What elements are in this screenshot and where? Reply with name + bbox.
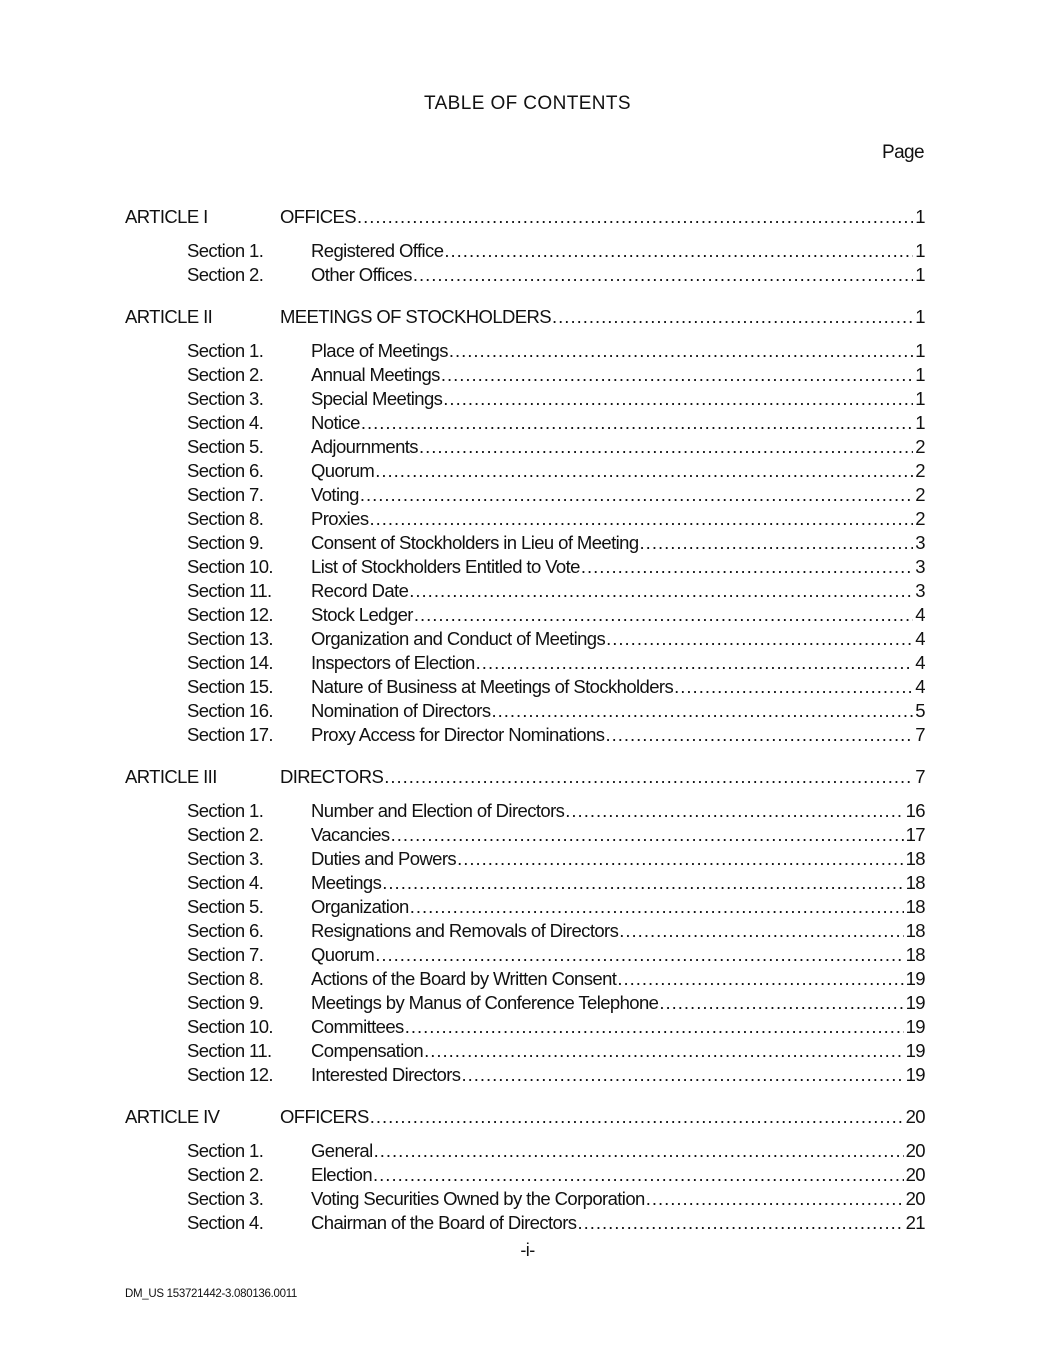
section-row-entry: [311, 871, 925, 895]
section-row-title: Resignations and Removals of Directors: [311, 920, 619, 941]
section-row-entry: [311, 603, 925, 627]
section-row-entry: [311, 507, 925, 531]
section-row-entry: [311, 1015, 925, 1039]
article-block: [0, 205, 1055, 287]
section-row-title: Proxies: [311, 508, 369, 529]
section-row: [0, 943, 1055, 967]
table-of-contents: [0, 205, 1055, 1253]
section-row-entry: [311, 895, 925, 919]
section-row-page-number: 20: [905, 1188, 925, 1209]
section-row-label: Section 1.: [187, 240, 264, 261]
section-row-entry: [311, 239, 925, 263]
section-row-page-number: 19: [905, 1040, 925, 1061]
section-row-entry: [311, 919, 925, 943]
dot-leader: [617, 967, 903, 991]
section-row-label: Section 1.: [187, 1140, 264, 1161]
section-row: [0, 723, 1055, 747]
section-row-page-number: 1: [915, 412, 925, 433]
section-row-entry: [311, 823, 925, 847]
document-title: TABLE OF CONTENTS: [423, 93, 632, 114]
dot-leader: [646, 1187, 904, 1211]
section-row-label: Section 17.: [187, 724, 273, 745]
section-row: [0, 919, 1055, 943]
section-row-entry: [311, 847, 925, 871]
section-row: [0, 239, 1055, 263]
section-row-title: Notice: [311, 412, 360, 433]
article-row-entry: [280, 205, 925, 229]
section-row-label: Section 3.: [187, 1188, 264, 1209]
section-row-entry: [311, 1063, 925, 1087]
dot-leader: [361, 411, 913, 435]
section-row-title: Consent of Stockholders in Lieu of Meeting: [311, 532, 639, 553]
section-row-entry: [311, 579, 925, 603]
section-row-page-number: 1: [915, 264, 925, 285]
dot-leader: [476, 651, 914, 675]
section-row-page-number: 18: [905, 848, 925, 869]
dot-leader: [605, 723, 913, 747]
page-column-header: Page: [882, 142, 924, 163]
article-row-title: DIRECTORS: [280, 766, 384, 787]
article-row-entry: [280, 1105, 925, 1129]
article-row-page-number: 1: [915, 206, 925, 227]
section-row: [0, 627, 1055, 651]
dot-leader: [419, 435, 913, 459]
section-row-title: Vacancies: [311, 824, 390, 845]
dot-leader: [674, 675, 913, 699]
section-row-label: Section 7.: [187, 944, 264, 965]
section-row-page-number: 2: [915, 460, 925, 481]
dot-leader: [413, 263, 913, 287]
section-row: [0, 507, 1055, 531]
section-row-page-number: 19: [905, 968, 925, 989]
section-row: [0, 1063, 1055, 1087]
section-row-title: Meetings by Manus of Conference Telephone: [311, 992, 659, 1013]
section-row-page-number: 19: [905, 1016, 925, 1037]
section-row-label: Section 11.: [187, 580, 272, 601]
section-row-label: Section 1.: [187, 340, 264, 361]
section-row: [0, 363, 1055, 387]
section-row-page-number: 7: [915, 724, 925, 745]
section-row-label: Section 14.: [187, 652, 273, 673]
section-row-page-number: 17: [905, 824, 925, 845]
section-row-title: Duties and Powers: [311, 848, 457, 869]
section-row: [0, 799, 1055, 823]
section-row-title: Organization and Conduct of Meetings: [311, 628, 606, 649]
section-row-title: Nature of Business at Meetings of Stockholders: [311, 676, 674, 697]
article-row-label: ARTICLE I: [125, 206, 208, 227]
section-row: [0, 387, 1055, 411]
section-row-label: Section 5.: [187, 436, 264, 457]
document-id: DM_US 153721442-3.080136.0011: [125, 1288, 298, 1300]
section-row: [0, 1015, 1055, 1039]
section-row-label: Section 6.: [187, 460, 264, 481]
article-row: [0, 205, 1055, 229]
section-row-label: Section 8.: [187, 968, 264, 989]
article-row-label: ARTICLE IV: [125, 1106, 220, 1127]
dot-leader: [409, 579, 913, 603]
section-row: [0, 967, 1055, 991]
section-row-page-number: 21: [905, 1212, 925, 1233]
section-row-title: Voting Securities Owned by the Corporation: [311, 1188, 645, 1209]
section-row: [0, 675, 1055, 699]
section-row-title: Other Offices: [311, 264, 412, 285]
section-row-page-number: 20: [905, 1140, 925, 1161]
section-row-title: Number and Election of Directors: [311, 800, 565, 821]
section-row-page-number: 3: [915, 556, 925, 577]
section-row-entry: [311, 363, 925, 387]
section-row-entry: [311, 799, 925, 823]
article-row-title: OFFICES: [280, 206, 356, 227]
dot-leader: [443, 387, 913, 411]
article-row-label: ARTICLE II: [125, 306, 213, 327]
section-row-page-number: 19: [905, 992, 925, 1013]
section-row-page-number: 2: [915, 484, 925, 505]
dot-leader: [577, 1211, 903, 1235]
section-row-label: Section 15.: [187, 676, 273, 697]
dot-leader: [370, 1105, 904, 1129]
section-row-entry: [311, 675, 925, 699]
section-row: [0, 579, 1055, 603]
section-row-label: Section 6.: [187, 920, 264, 941]
section-row-label: Section 9.: [187, 992, 264, 1013]
dot-leader: [565, 799, 903, 823]
dot-leader: [424, 1039, 904, 1063]
section-row-page-number: 18: [905, 920, 925, 941]
section-row-entry: [311, 943, 925, 967]
section-row-label: Section 2.: [187, 364, 264, 385]
section-row-page-number: 4: [915, 676, 925, 697]
section-row-label: Section 10.: [187, 556, 273, 577]
dot-leader: [357, 205, 913, 229]
section-row-title: Chairman of the Board of Directors: [311, 1212, 577, 1233]
section-row: [0, 459, 1055, 483]
section-row-label: Section 12.: [187, 1064, 273, 1085]
dot-leader: [410, 895, 904, 919]
section-row-title: Organization: [311, 896, 409, 917]
section-row-entry: [311, 339, 925, 363]
section-row: [0, 435, 1055, 459]
section-row: [0, 483, 1055, 507]
section-row: [0, 1211, 1055, 1235]
dot-leader: [360, 483, 913, 507]
article-block: [0, 765, 1055, 1087]
section-row-title: Voting: [311, 484, 359, 505]
section-row-page-number: 2: [915, 436, 925, 457]
article-row-page-number: 7: [915, 766, 925, 787]
section-row-label: Section 3.: [187, 848, 264, 869]
section-row-entry: [311, 723, 925, 747]
section-row-label: Section 1.: [187, 800, 264, 821]
dot-leader: [444, 239, 913, 263]
section-row-entry: [311, 699, 925, 723]
section-row-entry: [311, 1039, 925, 1063]
section-row-label: Section 9.: [187, 532, 264, 553]
section-row-entry: [311, 991, 925, 1015]
section-row: [0, 699, 1055, 723]
section-row-page-number: 18: [905, 896, 925, 917]
section-row-title: Election: [311, 1164, 373, 1185]
section-row-page-number: 1: [915, 340, 925, 361]
article-row-title: OFFICERS: [280, 1106, 369, 1127]
section-row: [0, 823, 1055, 847]
section-row-label: Section 2.: [187, 1164, 264, 1185]
dot-leader: [384, 765, 913, 789]
dot-leader: [492, 699, 914, 723]
section-row-label: Section 7.: [187, 484, 264, 505]
section-row: [0, 895, 1055, 919]
section-row-entry: [311, 1139, 925, 1163]
section-row-title: Record Date: [311, 580, 409, 601]
section-row-label: Section 10.: [187, 1016, 273, 1037]
article-row-page-number: 1: [915, 306, 925, 327]
section-row-label: Section 3.: [187, 388, 264, 409]
dot-leader: [581, 555, 913, 579]
dot-leader: [382, 871, 903, 895]
section-row: [0, 603, 1055, 627]
section-row-title: Proxy Access for Director Nominations: [311, 724, 605, 745]
section-row: [0, 1163, 1055, 1187]
section-row-page-number: 19: [905, 1064, 925, 1085]
section-row-entry: [311, 435, 925, 459]
section-row-title: Special Meetings: [311, 388, 443, 409]
section-row-label: Section 8.: [187, 508, 264, 529]
article-row: [0, 305, 1055, 329]
section-row: [0, 339, 1055, 363]
dot-leader: [391, 823, 904, 847]
section-row-page-number: 3: [915, 580, 925, 601]
section-row-page-number: 5: [915, 700, 925, 721]
section-row-page-number: 18: [905, 872, 925, 893]
section-row-label: Section 13.: [187, 628, 273, 649]
dot-leader: [374, 1139, 904, 1163]
dot-leader: [375, 459, 913, 483]
section-row-page-number: 4: [915, 652, 925, 673]
section-row-entry: [311, 263, 925, 287]
section-row: [0, 1039, 1055, 1063]
section-row-page-number: 20: [905, 1164, 925, 1185]
section-row-page-number: 3: [915, 532, 925, 553]
section-row-title: Actions of the Board by Written Consent: [311, 968, 617, 989]
section-row: [0, 847, 1055, 871]
section-row-entry: [311, 967, 925, 991]
section-row-page-number: 4: [915, 628, 925, 649]
article-row-entry: [280, 305, 925, 329]
section-row-title: Nomination of Directors: [311, 700, 491, 721]
article-row-entry: [280, 765, 925, 789]
section-row-title: Inspectors of Election: [311, 652, 475, 673]
article-block: [0, 305, 1055, 747]
section-row-title: Meetings: [311, 872, 382, 893]
section-row-label: Section 2.: [187, 264, 264, 285]
section-row: [0, 555, 1055, 579]
section-row-title: Annual Meetings: [311, 364, 440, 385]
section-row-page-number: 16: [905, 800, 925, 821]
section-row-entry: [311, 459, 925, 483]
dot-leader: [449, 339, 913, 363]
section-row-entry: [311, 627, 925, 651]
section-row: [0, 1187, 1055, 1211]
section-row-label: Section 16.: [187, 700, 273, 721]
section-row: [0, 651, 1055, 675]
article-row: [0, 765, 1055, 789]
section-row-entry: [311, 1187, 925, 1211]
section-row-title: General: [311, 1140, 373, 1161]
dot-leader: [619, 919, 903, 943]
article-block: [0, 1105, 1055, 1235]
section-row: [0, 871, 1055, 895]
dot-leader: [659, 991, 903, 1015]
section-row-label: Section 4.: [187, 872, 264, 893]
section-row-title: Quorum: [311, 944, 375, 965]
section-row-title: Interested Directors: [311, 1064, 461, 1085]
article-row-title: MEETINGS OF STOCKHOLDERS: [280, 306, 552, 327]
dot-leader: [552, 305, 913, 329]
section-row-entry: [311, 555, 925, 579]
dot-leader: [373, 1163, 904, 1187]
section-row-title: Quorum: [311, 460, 375, 481]
section-row-label: Section 5.: [187, 896, 264, 917]
section-row-page-number: 18: [905, 944, 925, 965]
section-row-page-number: 2: [915, 508, 925, 529]
section-row-entry: [311, 483, 925, 507]
section-row-label: Section 2.: [187, 824, 264, 845]
footer-page-number: -i-: [520, 1240, 535, 1260]
section-row-label: Section 4.: [187, 412, 264, 433]
section-row-page-number: 4: [915, 604, 925, 625]
section-row-entry: [311, 531, 925, 555]
dot-leader: [606, 627, 913, 651]
section-row-entry: [311, 1211, 925, 1235]
section-row-title: Adjournments: [311, 436, 418, 457]
dot-leader: [441, 363, 913, 387]
dot-leader: [640, 531, 914, 555]
section-row-page-number: 1: [915, 240, 925, 261]
section-row: [0, 1139, 1055, 1163]
section-row-entry: [311, 651, 925, 675]
section-row-title: Committees: [311, 1016, 404, 1037]
section-row-title: List of Stockholders Entitled to Vote: [311, 556, 580, 577]
section-row: [0, 411, 1055, 435]
section-row-entry: [311, 411, 925, 435]
article-row-label: ARTICLE III: [125, 766, 217, 787]
dot-leader: [414, 603, 913, 627]
section-row-label: Section 12.: [187, 604, 273, 625]
article-row-page-number: 20: [905, 1106, 925, 1127]
dot-leader: [375, 943, 903, 967]
dot-leader: [405, 1015, 904, 1039]
section-row-page-number: 1: [915, 364, 925, 385]
section-row-title: Place of Meetings: [311, 340, 448, 361]
section-row-page-number: 1: [915, 388, 925, 409]
section-row-label: Section 4.: [187, 1212, 264, 1233]
section-row-entry: [311, 1163, 925, 1187]
section-row: [0, 263, 1055, 287]
dot-leader: [457, 847, 904, 871]
section-row-title: Registered Office: [311, 240, 444, 261]
section-row: [0, 531, 1055, 555]
section-row-title: Stock Ledger: [311, 604, 413, 625]
section-row-label: Section 11.: [187, 1040, 272, 1061]
dot-leader: [370, 507, 914, 531]
section-row-title: Compensation: [311, 1040, 424, 1061]
section-row: [0, 991, 1055, 1015]
article-row: [0, 1105, 1055, 1129]
section-row-entry: [311, 387, 925, 411]
dot-leader: [461, 1063, 903, 1087]
